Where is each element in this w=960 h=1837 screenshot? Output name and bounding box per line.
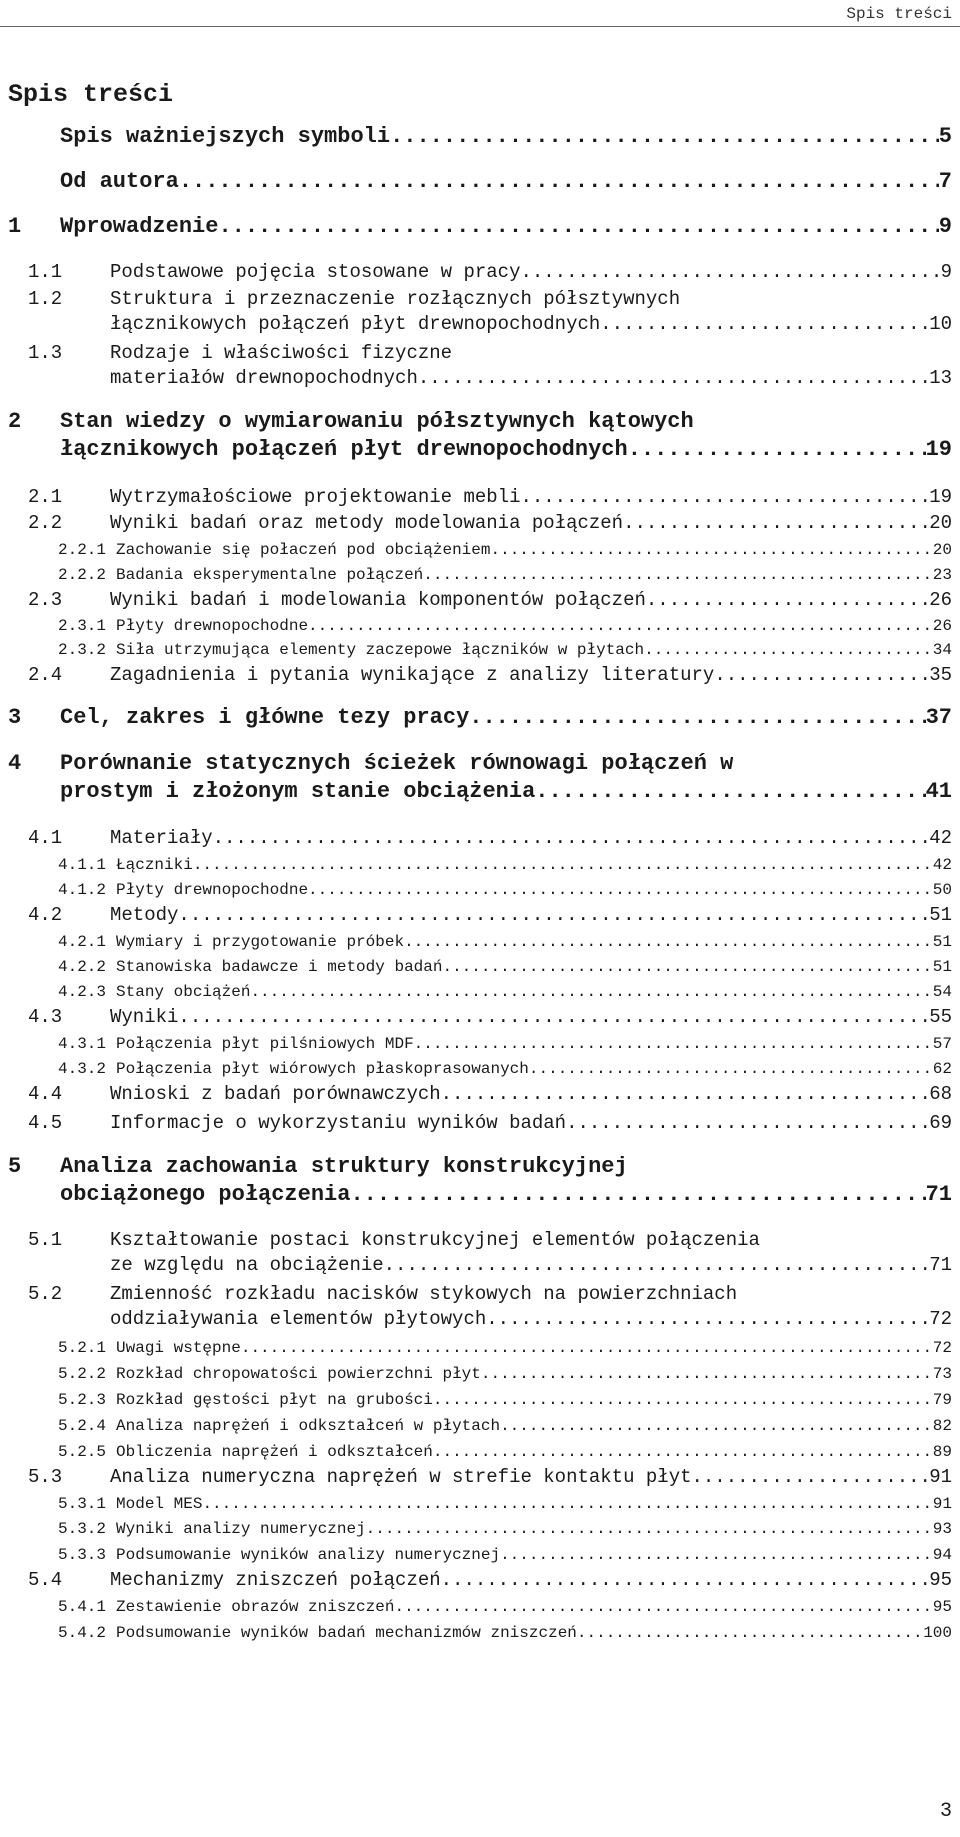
toc-entry[interactable] (8, 287, 952, 337)
entry-page: 20 (932, 541, 952, 559)
leader-dots (308, 880, 933, 901)
entry-title: Zagadnienia i pytania wynikające z analizy literatury (110, 664, 715, 686)
entry-number: 5 (8, 1154, 22, 1179)
leader-dots (433, 1442, 933, 1463)
leader-dots (418, 366, 929, 391)
toc-entry[interactable] (8, 1082, 952, 1107)
entry-number: 4.2.3 (58, 983, 107, 1001)
entry-number: 1.1 (28, 261, 63, 283)
entry-number: 5.2.1 (58, 1339, 107, 1357)
entry-title: Wymiary i przygotowanie próbek (116, 933, 405, 951)
toc-entry[interactable] (8, 540, 952, 561)
entry-title: Cel, zakres i główne tezy pracy (60, 705, 470, 730)
leader-dots (179, 168, 939, 196)
toc-entry[interactable] (8, 588, 952, 613)
entry-page: 69 (929, 1112, 952, 1134)
leader-dots (600, 312, 929, 337)
entry-title: Wytrzymałościowe projektowanie mebli (110, 486, 521, 508)
entry-title: Połączenia płyt pilśniowych MDF (116, 1035, 414, 1053)
entry-title: Analiza naprężeń i odkształceń w płytach (116, 1417, 501, 1435)
entry-title: Łączniki (116, 856, 193, 874)
entry-page: 73 (932, 1365, 952, 1383)
entry-page: 51 (932, 958, 952, 976)
entry-page: 9 (938, 214, 952, 239)
entry-title: Od autora (60, 169, 179, 194)
entry-title: Spis ważniejszych symboli (60, 124, 391, 149)
toc-entry[interactable] (8, 640, 952, 661)
entry-title: materiałów drewnopochodnych (110, 367, 418, 389)
leader-dots (500, 1545, 933, 1566)
entry-title: Rozkład gęstości płyt na grubości (116, 1391, 433, 1409)
entry-page: 93 (932, 1520, 952, 1538)
leader-dots (178, 1005, 929, 1030)
entry-number: 5.3.3 (58, 1546, 107, 1564)
entry-page: 5 (938, 124, 952, 149)
entry-page: 10 (929, 313, 952, 335)
entry-page: 26 (929, 589, 952, 611)
leader-dots (628, 436, 926, 464)
leader-dots (213, 826, 930, 851)
leader-dots (241, 1338, 933, 1359)
leader-dots (394, 1597, 932, 1618)
leader-dots (500, 1416, 933, 1437)
toc-entry[interactable] (8, 855, 952, 876)
entry-title: łącznikowych połączeń płyt drewnopochodnych (60, 437, 628, 462)
header-text: Spis treści (846, 5, 952, 23)
entry-page: 35 (929, 664, 952, 686)
entry-title: Struktura i przeznaczenie rozłącznych półsztywnych (110, 288, 681, 310)
entry-number: 4.2 (28, 904, 63, 926)
toc-entry[interactable] (8, 213, 952, 241)
leader-dots (623, 511, 929, 536)
leader-dots (441, 1568, 930, 1593)
entry-page: 42 (932, 856, 952, 874)
entry-title: Kształtowanie postaci konstrukcyjnej elementów połączenia (110, 1229, 760, 1251)
entry-title: łącznikowych połączeń płyt drewnopochodnych (110, 313, 601, 335)
entry-number: 4.1 (28, 827, 63, 849)
toc-entry[interactable] (8, 616, 952, 637)
entry-page: 62 (932, 1060, 952, 1078)
toc-entry[interactable] (8, 750, 952, 806)
toc-entry[interactable] (8, 880, 952, 901)
entry-number: 5.2.5 (58, 1443, 107, 1461)
leader-dots (490, 540, 932, 561)
leader-dots (384, 1253, 930, 1278)
toc-entry[interactable] (8, 826, 952, 851)
entry-title: Połączenia płyt wiórowych płaskoprasowanych (116, 1060, 529, 1078)
entry-number: 3 (8, 705, 22, 730)
entry-number: 2.1 (28, 486, 63, 508)
entry-number: 2 (8, 409, 22, 434)
entry-page: 79 (932, 1391, 952, 1409)
entry-page: 94 (932, 1546, 952, 1564)
entry-page: 20 (929, 512, 952, 534)
entry-title: Analiza numeryczna naprężeń w strefie kontaktu płyt (110, 1466, 692, 1488)
entry-number: 4.3.1 (58, 1035, 107, 1053)
entry-page: 34 (932, 641, 952, 659)
entry-number: 2.3.2 (58, 641, 107, 659)
entry-title: Badania eksperymentalne połączeń (116, 566, 424, 584)
toc-entry[interactable] (8, 1465, 952, 1490)
toc-entry[interactable] (8, 511, 952, 536)
toc-title: Spis treści (8, 80, 174, 109)
toc-entry[interactable] (8, 1390, 952, 1411)
leader-dots (308, 616, 933, 637)
toc-entry[interactable] (8, 565, 952, 586)
entry-number: 1.2 (28, 288, 63, 310)
entry-page: 51 (929, 904, 952, 926)
entry-number: 2.2.1 (58, 541, 107, 559)
entry-title: Wprowadzenie (60, 214, 219, 239)
entry-title: Materiały (110, 827, 213, 849)
entry-number: 4.3.2 (58, 1060, 107, 1078)
leader-dots (520, 485, 929, 510)
entry-page: 50 (932, 881, 952, 899)
entry-number: 4.2.1 (58, 933, 107, 951)
toc-entry[interactable] (8, 1494, 952, 1515)
entry-title: Stany obciążeń (116, 983, 251, 1001)
entry-page: 19 (925, 437, 952, 462)
entry-number: 5.2.4 (58, 1417, 107, 1435)
leader-dots (520, 260, 940, 285)
toc-entry[interactable] (8, 704, 952, 732)
toc-entry[interactable] (8, 260, 952, 285)
leader-dots (692, 1465, 930, 1490)
toc-entry[interactable] (8, 168, 952, 196)
entry-page: 55 (929, 1006, 952, 1028)
entry-page: 91 (932, 1495, 952, 1513)
leader-dots (442, 957, 932, 978)
entry-title: Zachowanie się połaczeń pod obciążeniem (116, 541, 491, 559)
entry-title: Siła utrzymująca elementy zaczepowe łączników w płytach (116, 641, 645, 659)
leader-dots (481, 1364, 933, 1385)
entry-page: 100 (923, 1624, 952, 1642)
entry-title: Wyniki badań oraz metody modelowania połączeń (110, 512, 624, 534)
leader-dots (404, 932, 933, 953)
entry-page: 37 (925, 705, 952, 730)
entry-title: Stan wiedzy o wymiarowaniu półsztywnych kątowych (60, 409, 694, 434)
entry-page: 26 (932, 617, 952, 635)
toc-entry[interactable] (8, 957, 952, 978)
entry-title: Informacje o wykorzystaniu wyników badań (110, 1112, 567, 1134)
toc-entry[interactable] (8, 982, 952, 1003)
entry-title: Płyty drewnopochodne (116, 617, 309, 635)
toc-entry[interactable] (8, 663, 952, 688)
entry-title: Zestawienie obrazów zniszczeń (116, 1598, 395, 1616)
entry-page: 89 (932, 1443, 952, 1461)
entry-number: 2.3.1 (58, 617, 107, 635)
leader-dots (250, 982, 932, 1003)
entry-title: Analiza zachowania struktury konstrukcyjnej (60, 1154, 628, 1179)
leader-dots (390, 123, 939, 151)
leader-dots (535, 778, 925, 806)
entry-number: 2.4 (28, 664, 63, 686)
toc-entry[interactable] (8, 485, 952, 510)
entry-page: 71 (929, 1254, 952, 1276)
entry-title: Uwagi wstępne (116, 1339, 241, 1357)
entry-page: 7 (938, 169, 952, 194)
entry-number: 2.2.2 (58, 566, 107, 584)
toc-entry[interactable] (8, 1623, 952, 1644)
toc-entry[interactable] (8, 1111, 952, 1136)
toc-entry[interactable] (8, 1005, 952, 1030)
entry-title: Wyniki (110, 1006, 179, 1028)
entry-title: Wyniki analizy numerycznej (116, 1520, 366, 1538)
leader-dots (366, 1519, 933, 1540)
entry-page: 72 (929, 1308, 952, 1330)
entry-page: 54 (932, 983, 952, 1001)
entry-page: 9 (940, 261, 952, 283)
toc-entry[interactable] (8, 1597, 952, 1618)
entry-title: Podsumowanie wyników badań mechanizmów zniszczeń (116, 1624, 577, 1642)
entry-title: Wyniki badań i modelowania komponentów połączeń (110, 589, 646, 611)
entry-page: 72 (932, 1339, 952, 1357)
entry-number: 5.2 (28, 1283, 63, 1305)
toc-entry[interactable] (8, 123, 952, 151)
entry-number: 5.4 (28, 1569, 63, 1591)
entry-number: 2.3 (28, 589, 63, 611)
entry-number: 5.3.2 (58, 1520, 107, 1538)
leader-dots (646, 588, 929, 613)
entry-title: prostym i złożonym stanie obciążenia (60, 779, 536, 804)
entry-title: Metody (110, 904, 179, 926)
toc-entry[interactable] (8, 1568, 952, 1593)
entry-page: 41 (925, 779, 952, 804)
leader-dots (441, 1082, 930, 1107)
toc-entry[interactable] (8, 341, 952, 391)
entry-number: 2.2 (28, 512, 63, 534)
toc-entry[interactable] (8, 1416, 952, 1437)
entry-title: Model MES (116, 1495, 203, 1513)
entry-title: Podsumowanie wyników analizy numerycznej (116, 1546, 501, 1564)
toc-entry[interactable] (8, 1519, 952, 1540)
entry-page: 19 (929, 486, 952, 508)
entry-page: 51 (932, 933, 952, 951)
entry-title: Podstawowe pojęcia stosowane w pracy (110, 261, 521, 283)
entry-title: Rozkład chropowatości powierzchni płyt (116, 1365, 481, 1383)
running-header (0, 0, 960, 24)
entry-title: Mechanizmy zniszczeń połączeń (110, 1569, 441, 1591)
leader-dots (218, 213, 938, 241)
leader-dots (566, 1111, 929, 1136)
leader-dots (714, 663, 929, 688)
entry-title: obciążonego połączenia (60, 1182, 351, 1207)
entry-number: 1.3 (28, 342, 63, 364)
entry-number: 4.3 (28, 1006, 63, 1028)
entry-number: 4.1.1 (58, 856, 107, 874)
toc-entry[interactable] (8, 1364, 952, 1385)
leader-dots (644, 640, 933, 661)
entry-number: 4.5 (28, 1112, 63, 1134)
entry-page: 95 (932, 1598, 952, 1616)
entry-number: 5.3.1 (58, 1495, 107, 1513)
entry-number: 5.2.2 (58, 1365, 107, 1383)
entry-title: oddziaływania elementów płytowych (110, 1308, 487, 1330)
entry-number: 4.4 (28, 1083, 63, 1105)
entry-number: 5.2.3 (58, 1391, 107, 1409)
entry-number: 5.3 (28, 1466, 63, 1488)
toc-entry[interactable] (8, 1034, 952, 1055)
entry-page: 82 (932, 1417, 952, 1435)
entry-title: Płyty drewnopochodne (116, 881, 309, 899)
leader-dots (202, 1494, 932, 1515)
toc-entry[interactable] (8, 1545, 952, 1566)
leader-dots (414, 1034, 933, 1055)
entry-number: 4 (8, 751, 22, 776)
leader-dots (577, 1623, 923, 1644)
entry-number: 1 (8, 214, 22, 239)
entry-page: 13 (929, 367, 952, 389)
toc-entry[interactable] (8, 408, 952, 464)
entry-page: 57 (932, 1035, 952, 1053)
leader-dots (469, 704, 925, 732)
entry-page: 95 (929, 1569, 952, 1591)
entry-title: ze względu na obciążenie (110, 1254, 384, 1276)
entry-number: 5.4.1 (58, 1598, 107, 1616)
toc-entry[interactable] (8, 1059, 952, 1080)
entry-page: 68 (929, 1083, 952, 1105)
entry-number: 5.4.2 (58, 1624, 107, 1642)
entry-page: 71 (925, 1182, 952, 1207)
entry-title: Stanowiska badawcze i metody badań (116, 958, 443, 976)
entry-title: Porównanie statycznych ścieżek równowagi połączeń w (60, 751, 734, 776)
leader-dots (433, 1390, 933, 1411)
leader-dots (529, 1059, 933, 1080)
toc-entry[interactable] (8, 1442, 952, 1463)
entry-number: 4.2.2 (58, 958, 107, 976)
entry-title: Zmienność rozkładu nacisków stykowych na powierzchniach (110, 1283, 738, 1305)
toc-entry[interactable] (8, 1338, 952, 1359)
entry-number: 4.1.2 (58, 881, 107, 899)
entry-title: Wnioski z badań porównawczych (110, 1083, 441, 1105)
leader-dots (193, 855, 933, 876)
entry-number: 5.1 (28, 1229, 63, 1251)
entry-page: 23 (932, 566, 952, 584)
leader-dots (486, 1307, 929, 1332)
leader-dots (178, 903, 929, 928)
toc-entry[interactable] (8, 1228, 952, 1278)
toc-entry[interactable] (8, 932, 952, 953)
toc-entry[interactable] (8, 903, 952, 928)
leader-dots (350, 1181, 925, 1209)
entry-title: Rodzaje i właściwości fizyczne (110, 342, 453, 364)
toc-entry[interactable] (8, 1282, 952, 1332)
leader-dots (423, 565, 933, 586)
entry-page: 42 (929, 827, 952, 849)
toc-entry[interactable] (8, 1153, 952, 1209)
entry-page: 91 (929, 1466, 952, 1488)
page-number: 3 (939, 1800, 952, 1823)
entry-title: Obliczenia naprężeń i odkształceń (116, 1443, 433, 1461)
header-rule (0, 26, 960, 27)
